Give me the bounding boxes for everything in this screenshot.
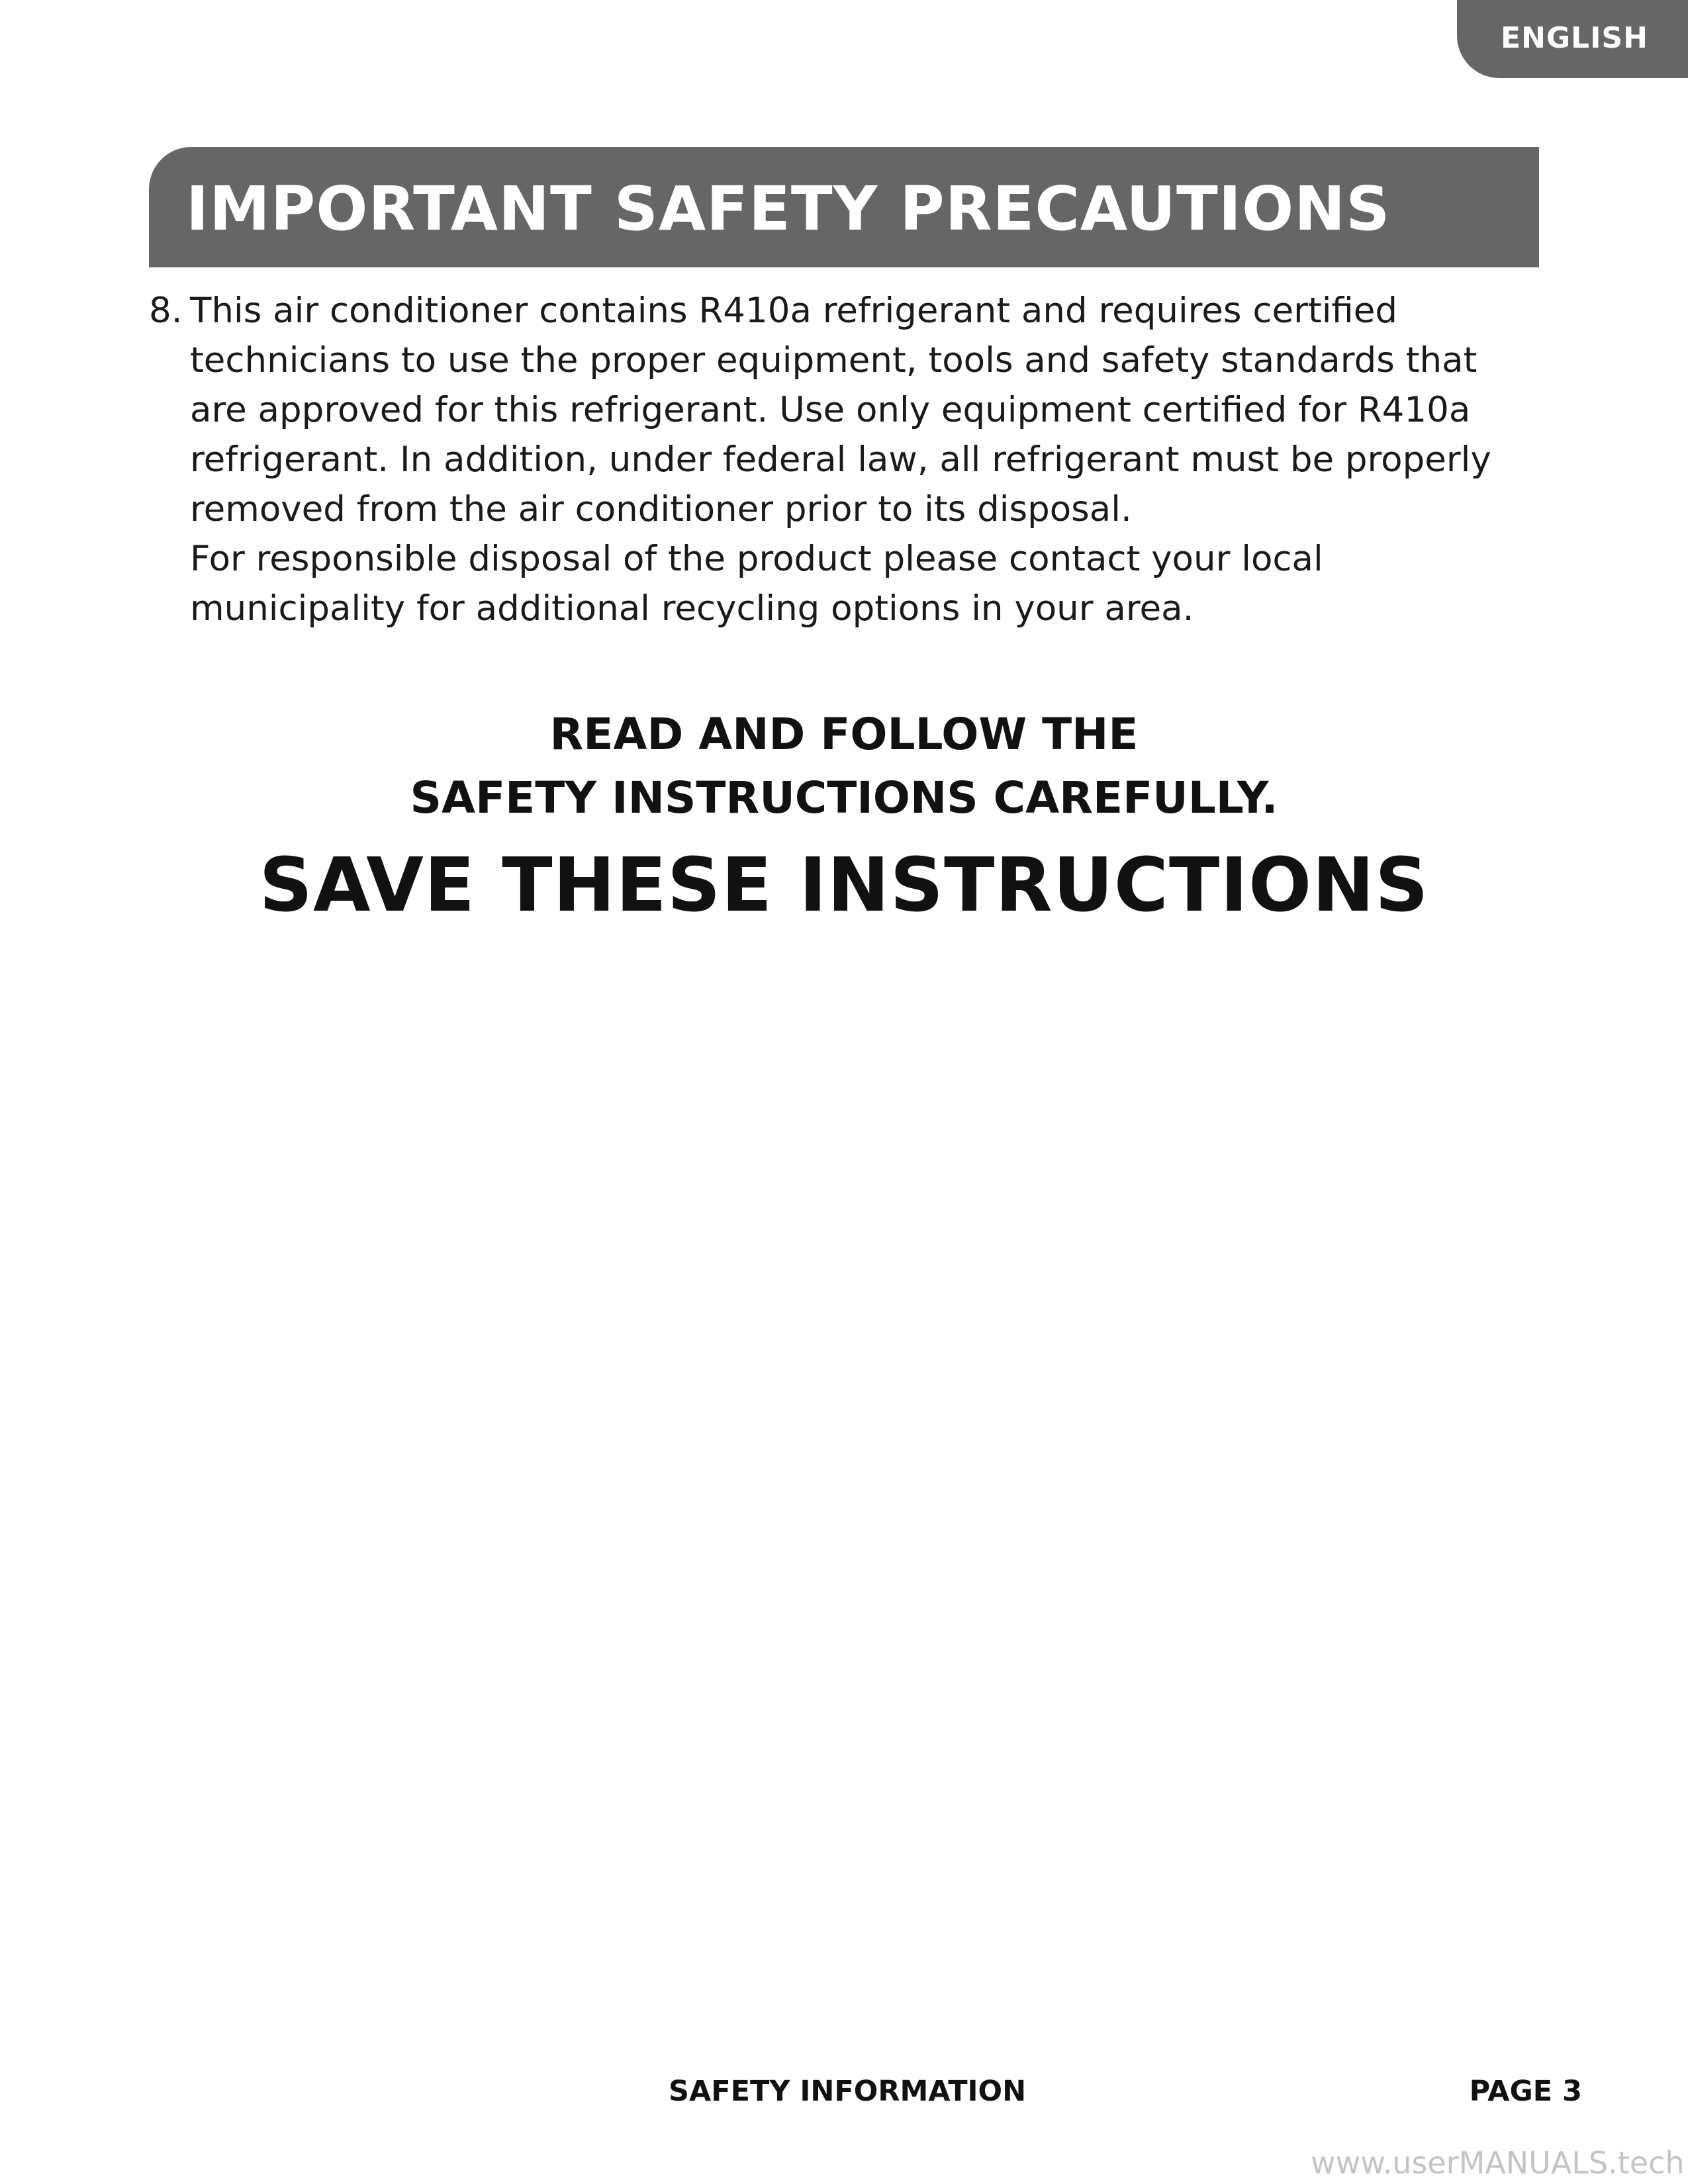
footer-page-number: PAGE 3	[1469, 2075, 1582, 2108]
item-line: This air conditioner contains R410a refrigerant and requires certified	[190, 291, 1398, 331]
item-line: municipality for additional recycling options in your area.	[190, 588, 1194, 629]
item-line: refrigerant. In addition, under federal law, all refrigerant must be properly	[190, 439, 1491, 480]
item-paragraph-refrigerant	[190, 286, 1539, 534]
watermark-text: www.userMANUALS.tech	[1311, 2145, 1685, 2181]
callout-line-1: READ AND FOLLOW THE	[549, 709, 1139, 760]
callout-line-2: SAFETY INSTRUCTIONS CAREFULLY.	[410, 772, 1278, 823]
save-instructions-title: SAVE THESE INSTRUCTIONS	[259, 842, 1429, 929]
section-title: IMPORTANT SAFETY PRECAUTIONS	[186, 173, 1391, 244]
item-line: are approved for this refrigerant. Use only equipment certified for R410a	[190, 390, 1471, 430]
section-header-banner	[149, 147, 1539, 267]
item-line: technicians to use the proper equipment, tools and safety standards that	[190, 340, 1477, 381]
language-tab	[1457, 0, 1688, 78]
read-and-follow-callout	[0, 703, 1688, 830]
item-body	[190, 286, 1539, 633]
item-paragraph-disposal	[190, 534, 1539, 633]
footer-section-label: SAFETY INFORMATION	[669, 2075, 1027, 2108]
item-line: For responsible disposal of the product please contact your local	[190, 539, 1323, 579]
item-line: removed from the air conditioner prior to its disposal.	[190, 489, 1132, 529]
language-tab-label: ENGLISH	[1501, 21, 1648, 55]
numbered-item-8	[149, 286, 1539, 633]
item-number: 8.	[149, 291, 183, 331]
